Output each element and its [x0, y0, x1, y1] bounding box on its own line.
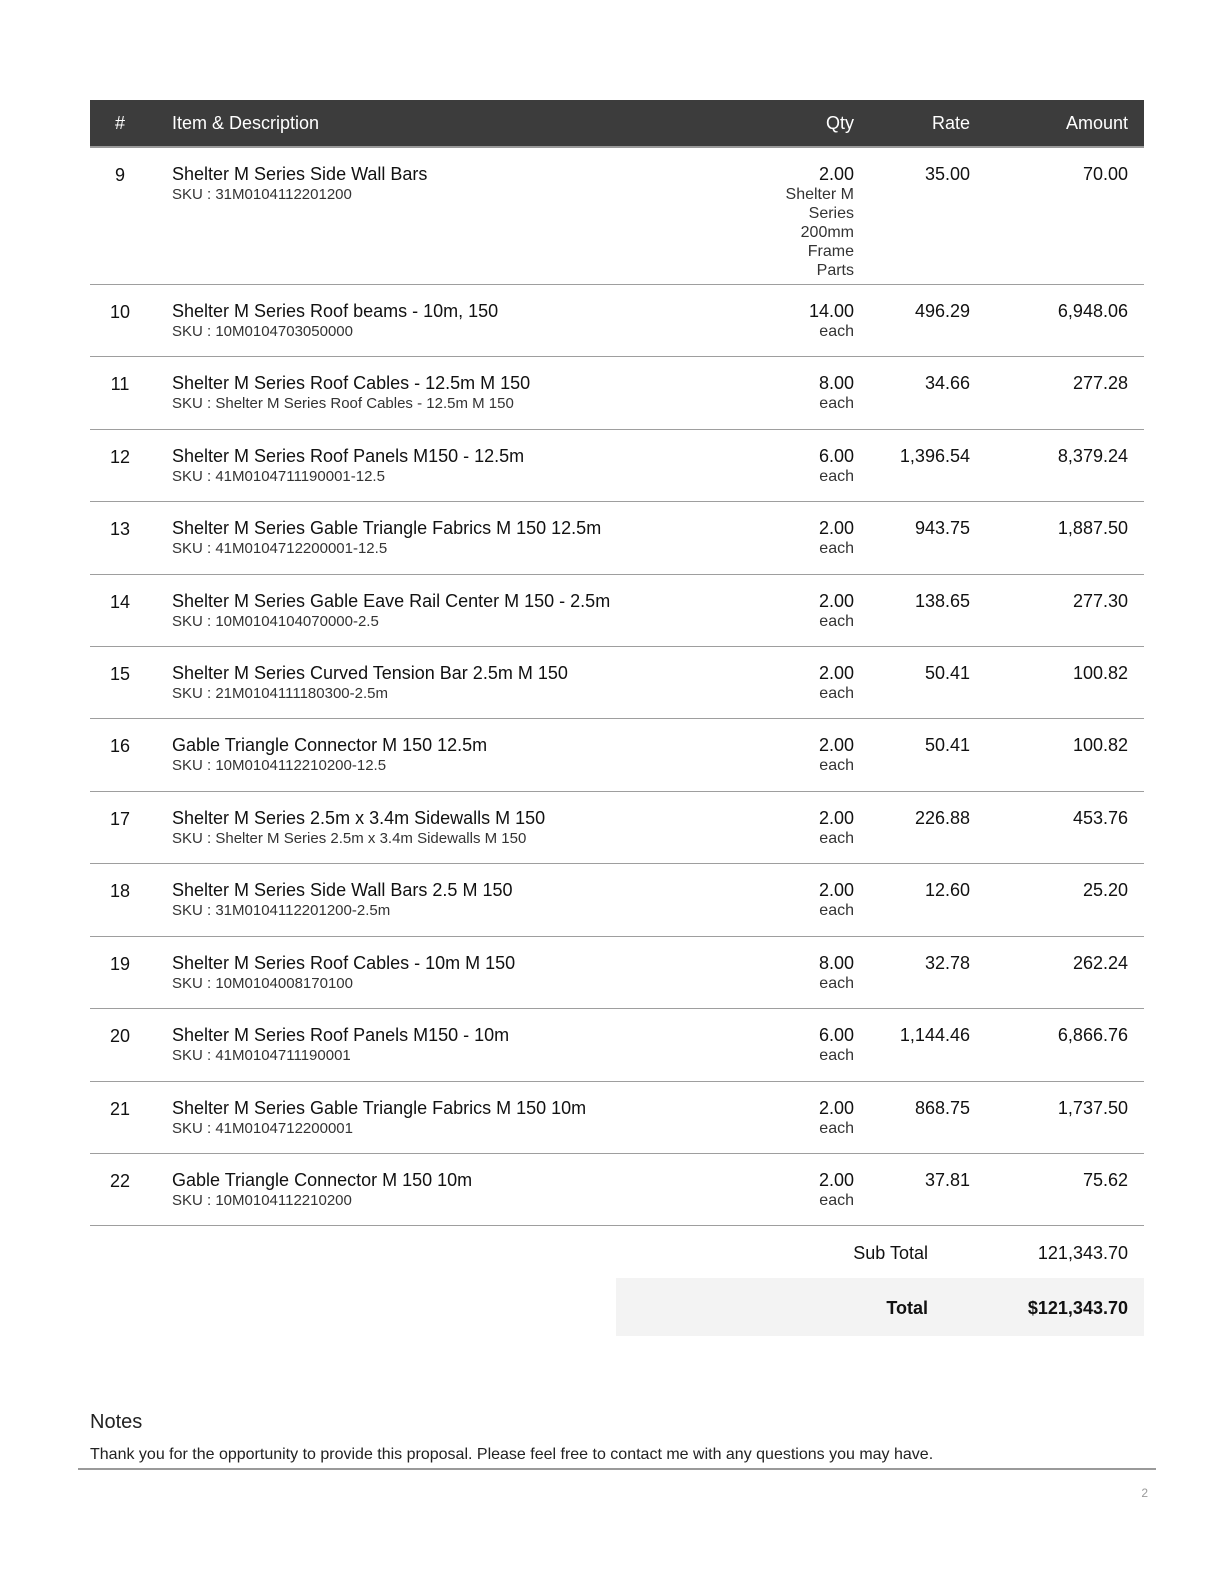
- qty-unit: each: [819, 830, 854, 847]
- item-name: Shelter M Series Side Wall Bars: [172, 164, 428, 184]
- subtotal-label: Sub Total: [853, 1243, 928, 1263]
- qty-unit: each: [819, 613, 854, 630]
- amount-value: 6,866.76: [1057, 1025, 1128, 1045]
- table-row: [90, 792, 1144, 864]
- table-row: [90, 937, 1144, 1009]
- table-row: [90, 647, 1144, 719]
- table-row: [90, 430, 1144, 502]
- qty-value: 6.00: [818, 1025, 854, 1045]
- item-cell: [172, 445, 772, 487]
- qty-value: 8.00: [818, 373, 854, 393]
- table-body: [90, 148, 1144, 1226]
- table-row: [90, 719, 1144, 792]
- amount-value: 277.28: [1072, 373, 1128, 393]
- rate-value: 12.60: [924, 880, 970, 900]
- item-cell: [172, 807, 772, 849]
- header-qty: Qty: [825, 113, 854, 133]
- qty-unit: each: [819, 323, 854, 340]
- item-cell: [172, 662, 772, 704]
- table-row: [90, 575, 1144, 647]
- rate-value: 50.41: [924, 735, 970, 755]
- rate-value: 1,396.54: [899, 446, 970, 466]
- table-row: [90, 285, 1144, 357]
- qty-cell: [734, 879, 854, 920]
- amount-value: 70.00: [1082, 164, 1128, 184]
- subtotal-row: [90, 1226, 1144, 1278]
- qty-unit: each: [819, 902, 854, 919]
- line-items-table: [90, 100, 1144, 1336]
- item-sku: SKU : 31M0104112201200-2.5m: [172, 902, 391, 919]
- qty-cell: [734, 372, 854, 413]
- qty-cell: [734, 662, 854, 703]
- qty-value: 2.00: [818, 1170, 854, 1190]
- row-number: 9: [114, 165, 125, 185]
- rate-value: 138.65: [914, 591, 970, 611]
- subtotal-value: 121,343.70: [1037, 1243, 1128, 1263]
- amount-value: 277.30: [1072, 591, 1128, 611]
- rate-value: 34.66: [924, 373, 970, 393]
- item-name: Shelter M Series 2.5m x 3.4m Sidewalls M 150: [172, 808, 546, 828]
- qty-cell: [734, 734, 854, 775]
- row-number: 15: [109, 664, 131, 684]
- qty-unit: each: [819, 1047, 854, 1064]
- qty-value: 6.00: [818, 446, 854, 466]
- table-row: [90, 502, 1144, 575]
- row-number: 17: [109, 809, 131, 829]
- item-sku: SKU : 10M0104112210200: [172, 1192, 352, 1209]
- item-sku: SKU : 10M0104104070000-2.5: [172, 613, 379, 630]
- item-cell: [172, 372, 772, 414]
- rate-value: 32.78: [924, 953, 970, 973]
- rate-value: 226.88: [914, 808, 970, 828]
- header-number: #: [114, 113, 125, 133]
- qty-unit: each: [819, 468, 854, 485]
- qty-unit: Shelter M Series 200mm Frame Parts: [785, 186, 854, 279]
- item-name: Shelter M Series Curved Tension Bar 2.5m M 150: [172, 663, 568, 683]
- item-name: Gable Triangle Connector M 150 12.5m: [172, 735, 488, 755]
- item-name: Shelter M Series Roof Panels M150 - 12.5m: [172, 446, 525, 466]
- qty-value: 2.00: [818, 1098, 854, 1118]
- qty-value: 2.00: [818, 518, 854, 538]
- rate-value: 50.41: [924, 663, 970, 683]
- item-sku: SKU : 10M0104112210200-12.5: [172, 757, 387, 774]
- item-name: Shelter M Series Side Wall Bars 2.5 M 150: [172, 880, 513, 900]
- rate-value: 868.75: [914, 1098, 970, 1118]
- qty-value: 8.00: [818, 953, 854, 973]
- notes-section: [90, 1411, 1144, 1464]
- row-number: 16: [109, 736, 131, 756]
- qty-value: 2.00: [818, 663, 854, 683]
- qty-value: 2.00: [818, 808, 854, 828]
- table-row: [90, 148, 1144, 285]
- notes-divider: [78, 1468, 1156, 1470]
- amount-value: 8,379.24: [1057, 446, 1128, 466]
- qty-unit: each: [819, 975, 854, 992]
- item-name: Shelter M Series Roof Panels M150 - 10m: [172, 1025, 510, 1045]
- header-rate: Rate: [931, 113, 970, 133]
- amount-value: 25.20: [1082, 880, 1128, 900]
- row-number: 20: [109, 1026, 131, 1046]
- item-sku: SKU : Shelter M Series Roof Cables - 12.5m M 150: [172, 395, 514, 412]
- amount-value: 262.24: [1072, 953, 1128, 973]
- qty-value: 14.00: [808, 301, 854, 321]
- total-box: [616, 1278, 1144, 1336]
- qty-cell: [734, 807, 854, 848]
- table-row: [90, 864, 1144, 937]
- item-sku: SKU : 31M0104112201200: [172, 186, 352, 203]
- item-sku: SKU : 41M0104712200001-12.5: [172, 540, 388, 557]
- item-cell: [172, 1169, 772, 1211]
- table-row: [90, 357, 1144, 430]
- qty-value: 2.00: [818, 880, 854, 900]
- item-sku: SKU : 41M0104711190001-12.5: [172, 468, 385, 485]
- item-sku: SKU : 41M0104711190001: [172, 1047, 351, 1064]
- item-sku: SKU : 41M0104712200001: [172, 1120, 353, 1137]
- amount-value: 100.82: [1072, 663, 1128, 683]
- total-value: $121,343.70: [1027, 1298, 1128, 1318]
- table-row: [90, 1082, 1144, 1154]
- qty-unit: each: [819, 540, 854, 557]
- item-name: Shelter M Series Gable Triangle Fabrics M 150 12.5m: [172, 518, 602, 538]
- amount-value: 1,737.50: [1057, 1098, 1128, 1118]
- page-number: 2: [1141, 1486, 1148, 1500]
- table-row: [90, 1154, 1144, 1226]
- row-number: 22: [109, 1171, 131, 1191]
- qty-unit: each: [819, 1192, 854, 1209]
- qty-cell: [734, 1097, 854, 1138]
- qty-cell: [734, 517, 854, 558]
- amount-value: 453.76: [1072, 808, 1128, 828]
- amount-value: 100.82: [1072, 735, 1128, 755]
- item-cell: [172, 1024, 772, 1066]
- item-name: Shelter M Series Gable Triangle Fabrics M 150 10m: [172, 1098, 587, 1118]
- qty-cell: [734, 1169, 854, 1210]
- qty-cell: [734, 590, 854, 631]
- notes-title: Notes: [90, 1411, 143, 1433]
- qty-unit: each: [819, 757, 854, 774]
- item-name: Shelter M Series Roof Cables - 10m M 150: [172, 953, 516, 973]
- notes-text: Thank you for the opportunity to provide this proposal. Please feel free to contact me with any questions you may have.: [90, 1446, 934, 1463]
- item-name: Shelter M Series Roof Cables - 12.5m M 150: [172, 373, 531, 393]
- row-number: 21: [109, 1099, 131, 1119]
- item-cell: [172, 517, 772, 559]
- qty-cell: [734, 445, 854, 486]
- qty-value: 2.00: [818, 591, 854, 611]
- row-number: 18: [109, 881, 131, 901]
- row-number: 13: [109, 519, 131, 539]
- item-cell: [172, 734, 772, 776]
- item-cell: [172, 879, 772, 921]
- row-number: 11: [110, 374, 130, 394]
- item-name: Gable Triangle Connector M 150 10m: [172, 1170, 473, 1190]
- rate-value: 496.29: [914, 301, 970, 321]
- rate-value: 35.00: [924, 164, 970, 184]
- amount-value: 75.62: [1082, 1170, 1128, 1190]
- item-cell: [172, 1097, 772, 1139]
- rate-value: 1,144.46: [899, 1025, 970, 1045]
- rate-value: 37.81: [924, 1170, 970, 1190]
- row-number: 10: [109, 302, 131, 322]
- table-row: [90, 1009, 1144, 1082]
- amount-value: 1,887.50: [1057, 518, 1128, 538]
- item-name: Shelter M Series Roof beams - 10m, 150: [172, 301, 499, 321]
- total-label: Total: [886, 1298, 928, 1318]
- item-cell: [172, 163, 772, 205]
- qty-cell: [734, 952, 854, 993]
- item-sku: SKU : 10M0104703050000: [172, 323, 353, 340]
- qty-value: 2.00: [818, 735, 854, 755]
- qty-unit: each: [819, 395, 854, 412]
- rate-value: 943.75: [914, 518, 970, 538]
- row-number: 14: [109, 592, 131, 612]
- table-header: [90, 100, 1144, 148]
- item-sku: SKU : Shelter M Series 2.5m x 3.4m Sidewalls M 150: [172, 830, 527, 847]
- header-item-description: Item & Description: [172, 113, 320, 133]
- qty-unit: each: [819, 685, 854, 702]
- row-number: 19: [109, 954, 131, 974]
- item-cell: [172, 590, 772, 632]
- item-sku: SKU : 21M0104111180300-2.5m: [172, 685, 388, 702]
- qty-cell: [734, 163, 854, 280]
- qty-value: 2.00: [818, 164, 854, 184]
- header-amount: Amount: [1065, 113, 1128, 133]
- row-number: 12: [109, 447, 131, 467]
- qty-unit: each: [819, 1120, 854, 1137]
- item-cell: [172, 300, 772, 342]
- amount-value: 6,948.06: [1057, 301, 1128, 321]
- qty-cell: [734, 1024, 854, 1065]
- item-sku: SKU : 10M0104008170100: [172, 975, 353, 992]
- item-name: Shelter M Series Gable Eave Rail Center M 150 - 2.5m: [172, 591, 611, 611]
- qty-cell: [734, 300, 854, 341]
- item-cell: [172, 952, 772, 994]
